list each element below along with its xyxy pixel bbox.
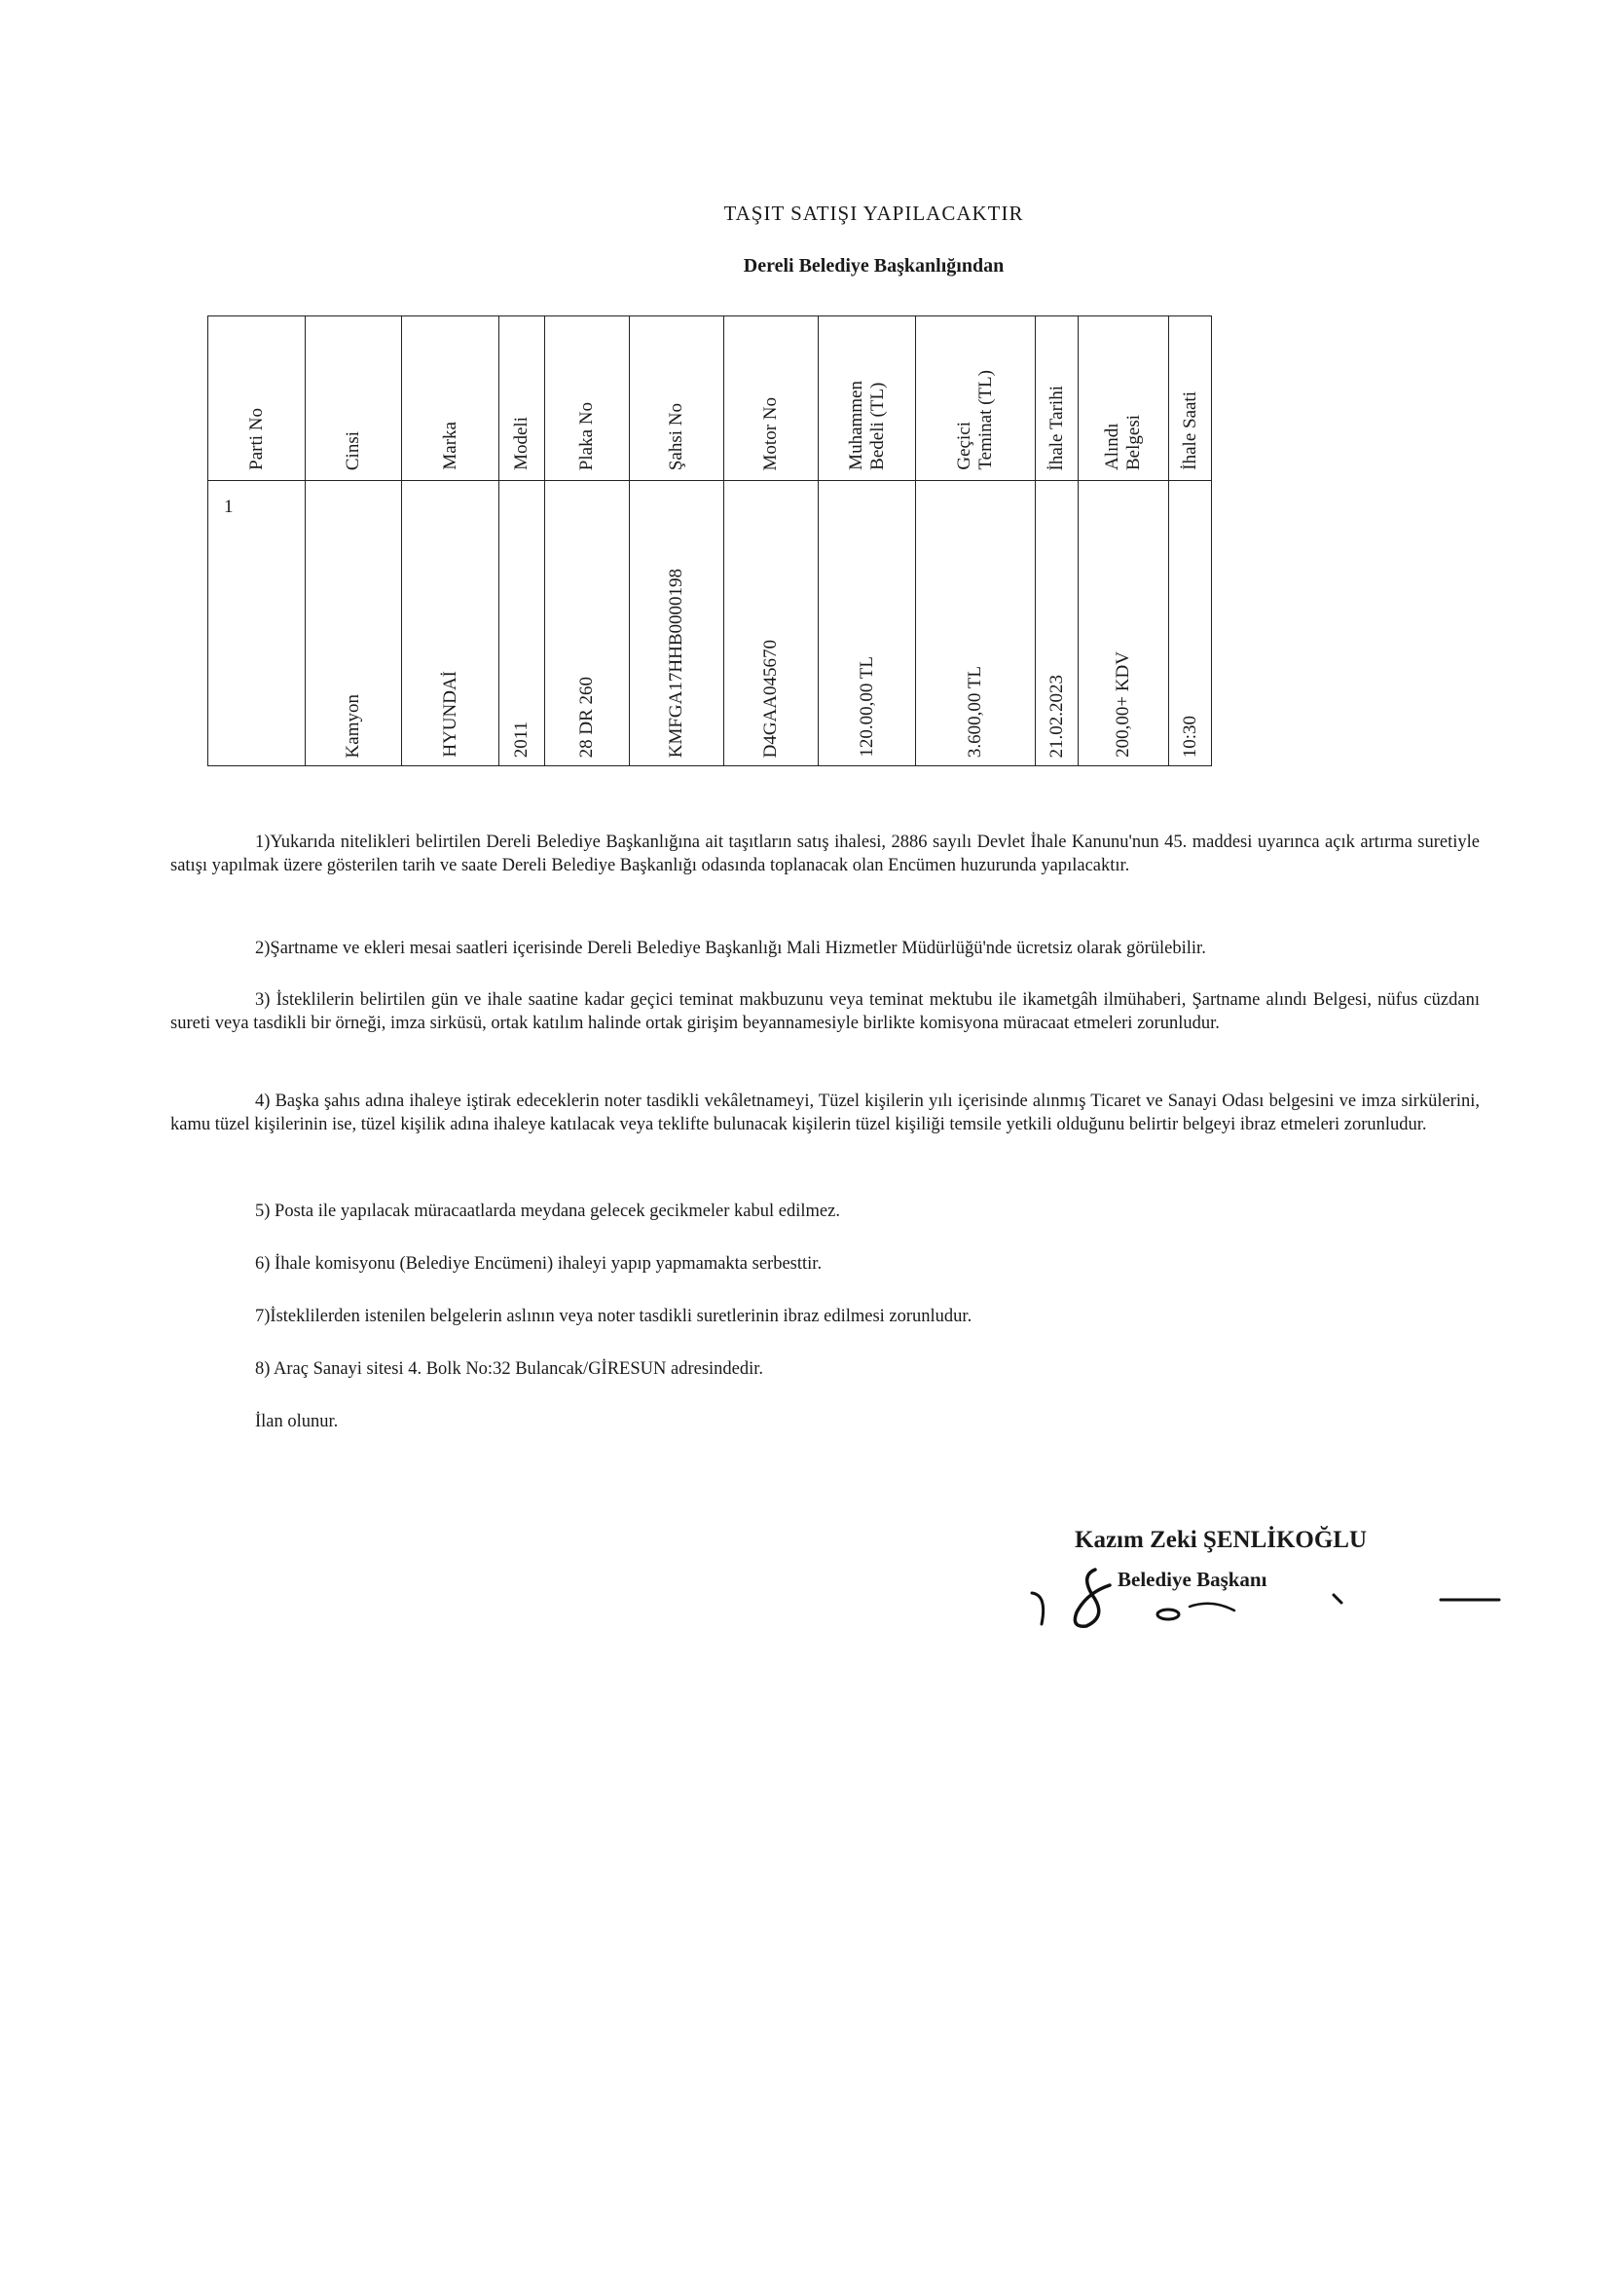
header-cell: Cinsi — [306, 316, 402, 481]
paragraph-8: 8) Araç Sanayi sitesi 4. Bolk No:32 Bulancak/GİRESUN adresindedir. — [255, 1359, 764, 1379]
cell-parti-no: 1 — [208, 481, 306, 766]
cell-marka: HYUNDAİ — [402, 481, 499, 766]
header-cell: İhale Saati — [1169, 316, 1212, 481]
header-cell: İhale Tarihi — [1036, 316, 1079, 481]
paragraph-5: 5) Posta ile yapılacak müracaatlarda meydana gelecek gecikmeler kabul edilmez. — [255, 1202, 840, 1221]
header-cell: Parti No — [208, 316, 306, 481]
paragraph-1: 1)Yukarıda nitelikleri belirtilen Dereli Belediye Başkanlığına ait taşıtların satış ihalesi, 2886 sayılı Devlet İhale Kanunu'nun 45. maddesi uyarınca açık artırma suretiyle satışı yapılmak üzere gösterilen tarih ve saate Dereli Belediye Başkanlığı odasında toplanacak olan Encümen huzurunda yapılacaktır. — [170, 833, 1480, 875]
document-title: TAŞIT SATIŞI YAPILACAKTIR — [723, 202, 1024, 225]
paragraph-9: İlan olunur. — [255, 1412, 339, 1431]
vehicle-table — [207, 315, 1212, 766]
paragraph-6: 6) İhale komisyonu (Belediye Encümeni) ihaleyi yapıp yapmamakta serbesttir. — [255, 1254, 823, 1274]
cell-plaka-no: 28 DR 260 — [545, 481, 630, 766]
cell-motor-no: D4GAA045670 — [724, 481, 819, 766]
cell-ihale-tarihi: 21.02.2023 — [1036, 481, 1079, 766]
header-cell: Muhammen Bedeli (TL) — [819, 316, 916, 481]
cell-modeli: 2011 — [499, 481, 545, 766]
paragraph-7: 7)İsteklilerden istenilen belgelerin aslının veya noter tasdikli suretlerinin ibraz edilmesi zorunludur. — [255, 1307, 972, 1326]
cell-muhammen-bedeli: 120.00,00 TL — [819, 481, 916, 766]
cell-sasi-no: KMFGA17HHB0000198 — [630, 481, 724, 766]
header-cell: Geçici Teminat (TL) — [916, 316, 1036, 481]
header-cell: Modeli — [499, 316, 545, 481]
header-cell: Alındı Belgesi — [1079, 316, 1169, 481]
cell-alindi-belgesi: 200,00+ KDV — [1079, 481, 1169, 766]
handwritten-signature — [1003, 1556, 1509, 1663]
paragraph-2: 2)Şartname ve ekleri mesai saatleri içerisinde Dereli Belediye Başkanlığı Mali Hizmetler Müdürlüğü'nde ücretsiz olarak görülebilir. — [255, 939, 1206, 958]
header-cell: Plaka No — [545, 316, 630, 481]
cell-gecici-teminat: 3.600,00 TL — [916, 481, 1036, 766]
document-subtitle: Dereli Belediye Başkanlığından — [743, 255, 1005, 277]
header-cell: Şahsi No — [630, 316, 724, 481]
cell-cinsi: Kamyon — [306, 481, 402, 766]
signatory-name: Kazım Zeki ŞENLİKOĞLU — [1075, 1527, 1368, 1553]
paragraph-4: 4) Başka şahıs adına ihaleye iştirak edeceklerin noter tasdikli vekâletnameyi, Tüzel kişilerin yılı içerisinde alınmış Ticaret ve Sanayi Odası belgesini ve imza sirkülerini, kamu tüzel kişilerinin ise, tüzel kişilik adına ihaleye katılacak veya teklifte bulunacak kişilerin tüzel kişiliği temsile yetkili olduğunu belirtir belgeyi ibraz etmeleri zorunludur. — [170, 1092, 1480, 1134]
table-header-row — [208, 316, 1212, 481]
header-cell: Motor No — [724, 316, 819, 481]
signatory-title: Belediye Başkanı — [1118, 1568, 1267, 1591]
cell-ihale-saati: 10:30 — [1169, 481, 1212, 766]
header-cell: Marka — [402, 316, 499, 481]
paragraph-3: 3) İsteklilerin belirtilen gün ve ihale saatine kadar geçici teminat makbuzunu veya teminat mektubu ile ikametgâh ilmühaberi, Şartname alındı Belgesi, nüfus cüzdanı sureti veya tasdikli bir örneği, imza sirküsü, ortak katılım halinde ortak girişim beyannamesiyle birlikte komisyona müracaat etmeleri zorunludur. — [170, 990, 1480, 1033]
table-row — [208, 481, 1212, 766]
